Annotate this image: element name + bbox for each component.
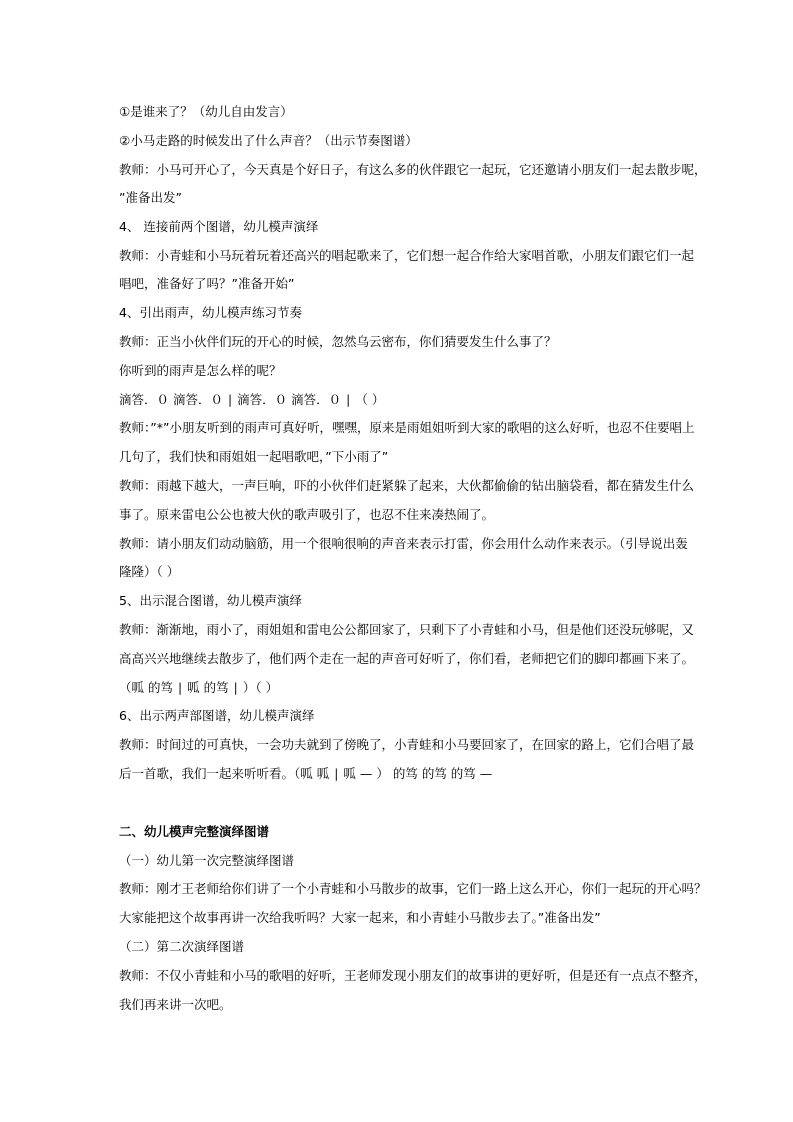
text-line-9: 教师：正当小伙伴们玩的开心的时候，忽然乌云密布，你们猜要发生什么事了？ xyxy=(119,334,557,349)
text-line-27: 教师：刚才王老师给你们讲了一个小青蛙和小马散步的故事，它们一路上这么开心，你们一起玩的开心吗？ xyxy=(119,881,707,896)
text-line-20: 高高兴兴地继续去散步了，他们两个走在一起的声音可好听了，你们看，老师把它们的脚印都画下来了。 xyxy=(119,651,695,666)
subheading-two: （二）第二次演绎图谱 xyxy=(119,939,245,954)
text-line-31: 我们再来讲一次吧。 xyxy=(119,997,232,1012)
rhythm-line-rain: 滴答．０ 滴答．０ ∣ 滴答．０ 滴答．０ ∣ （ ） xyxy=(119,392,385,407)
section-heading-two: 二、幼儿模声完整演绎图谱 xyxy=(119,824,270,839)
rhythm-line-mixed: （呱 的笃 ∣ 呱 的笃 ∣ ）（ ） xyxy=(119,680,279,695)
section-heading-4-rain: 4、引出雨声，幼儿模声练习节奏 xyxy=(119,305,302,320)
text-line-3: 教师：小马可开心了，今天真是个好日子，有这么多的伙伴跟它一起玩，它还邀请小朋友们一起去散步呢， xyxy=(119,162,707,177)
section-heading-4-connect: 4、 连接前两个图谱，幼儿模声演绎 xyxy=(119,219,319,234)
text-line-2: ②小马走路的时候发出了什么声音？（出示节奏图谱） xyxy=(119,133,418,148)
text-line-15: 事了。原来雷电公公也被大伙的歌声吸引了，也忍不住来凑热闹了。 xyxy=(119,507,495,522)
text-line-12: 教师：”*”小朋友听到的雨声可真好听，嘿嘿，原来是雨姐姐听到大家的歌唱的这么好听，也忍不住要唱上 xyxy=(119,420,695,435)
text-line-17: 隆隆）（ ） xyxy=(119,564,180,579)
subheading-one: （一）幼儿第一次完整演绎图谱 xyxy=(119,853,295,868)
text-line-13: 几句了，我们快和雨姐姐一起唱歌吧，”下小雨了” xyxy=(119,449,389,464)
section-heading-5: 5、出示混合图谱，幼儿模声演绎 xyxy=(119,593,302,608)
text-line-24: 后一首歌，我们一起来听听看。（呱 呱 ∣ 呱 — ） 的笃 的笃 的笃 — xyxy=(119,766,493,781)
text-line-6: 教师：小青蛙和小马玩着玩着还高兴的唱起歌来了，它们想一起合作给大家唱首歌，小朋友们跟它们一起 xyxy=(119,248,695,263)
text-line-19: 教师：渐渐地，雨小了，雨姐姐和雷电公公都回家了，只剩下了小青蛙和小马，但是他们还没玩够呢，又 xyxy=(119,622,695,637)
text-line-28: 大家能把这个故事再讲一次给我听吗？大家一起来，和小青蛙小马散步去了。”准备出发” xyxy=(119,910,601,925)
text-line-7: 唱吧，准备好了吗？”准备开始” xyxy=(119,276,295,291)
section-heading-6: 6、出示两声部图谱，幼儿模声演绎 xyxy=(119,708,315,723)
text-line-23: 教师：时间过的可真快，一会功夫就到了傍晚了，小青蛙和小马要回家了，在回家的路上，它们合唱了最 xyxy=(119,737,695,752)
text-line-10: 你听到的雨声是怎么样的呢？ xyxy=(119,363,282,378)
text-line-14: 教师：雨越下越大，一声巨响，吓的小伙伴们赶紧躲了起来，大伙都偷偷的钻出脑袋看，都在猜发生什么 xyxy=(119,478,695,493)
text-line-30: 教师：不仅小青蛙和小马的歌唱的好听，王老师发现小朋友们的故事讲的更好听，但是还有一点点不整齐， xyxy=(119,968,707,983)
text-line-4: ”准备出发” xyxy=(119,190,182,205)
text-line-16: 教师：请小朋友们动动脑筋，用一个很响很响的声音来表示打雷，你会用什么动作来表示。（引导说出轰 xyxy=(119,536,688,551)
text-line-1: ①是谁来了？（幼儿自由发言） xyxy=(119,104,293,119)
